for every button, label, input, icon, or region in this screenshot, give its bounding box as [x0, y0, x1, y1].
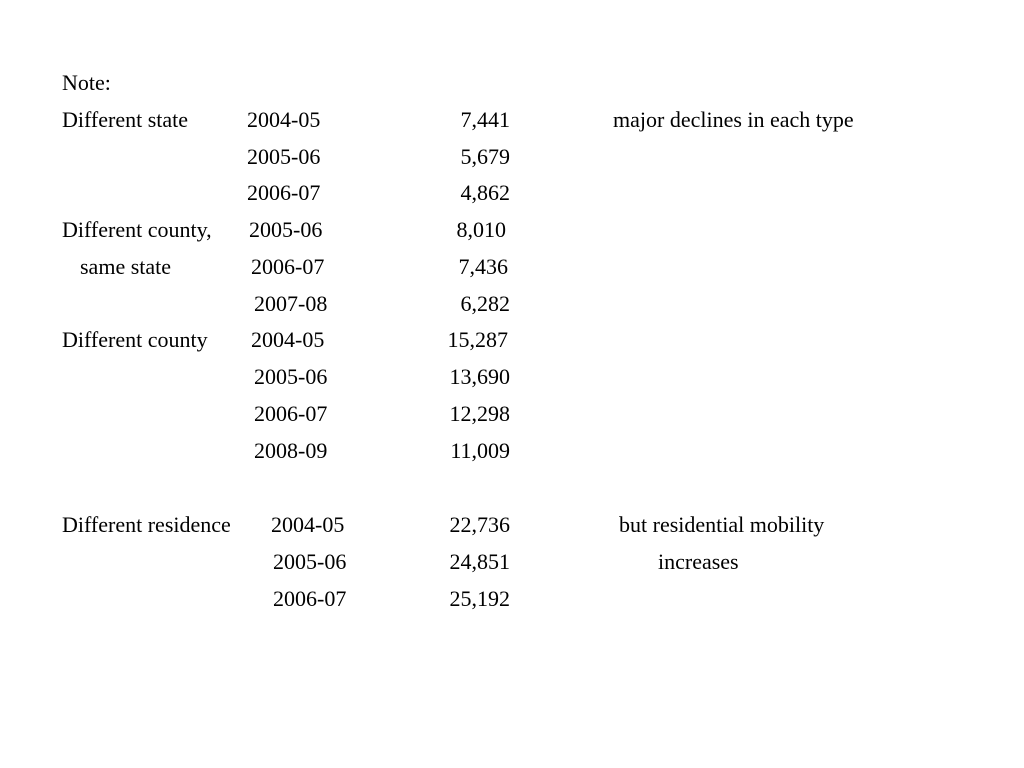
value-cell: 15,287 — [447, 327, 508, 352]
value-cell: 6,282 — [460, 291, 510, 316]
year-cell: 2008-09 — [254, 438, 328, 463]
comment-text-continued: increases — [658, 549, 739, 574]
year-cell: 2004-05 — [271, 512, 345, 537]
value-cell: 5,679 — [460, 144, 510, 169]
comment-text: but residential mobility — [619, 512, 825, 537]
group-label: Different county — [62, 327, 208, 352]
year-cell: 2005-06 — [249, 217, 323, 242]
value-cell: 24,851 — [449, 549, 510, 574]
value-cell: 11,009 — [450, 438, 510, 463]
value-cell: 22,736 — [449, 512, 510, 537]
year-cell: 2005-06 — [254, 364, 328, 389]
value-cell: 13,690 — [449, 364, 510, 389]
year-cell: 2005-06 — [273, 549, 347, 574]
year-cell: 2006-07 — [247, 180, 321, 205]
year-cell: 2007-08 — [254, 291, 328, 316]
value-cell: 8,010 — [456, 217, 506, 242]
year-cell: 2006-07 — [251, 254, 325, 279]
note-heading: Note: — [62, 70, 111, 95]
value-cell: 12,298 — [449, 401, 510, 426]
value-cell: 7,436 — [458, 254, 508, 279]
value-cell: 4,862 — [460, 180, 510, 205]
year-cell: 2004-05 — [247, 107, 321, 132]
value-cell: 25,192 — [449, 586, 510, 611]
group-label-continued: same state — [80, 254, 172, 279]
year-cell: 2006-07 — [254, 401, 328, 426]
year-cell: 2006-07 — [273, 586, 347, 611]
year-cell: 2005-06 — [247, 144, 321, 169]
group-label: Different residence — [62, 512, 231, 537]
group-label: Different state — [62, 107, 189, 132]
group-label: Different county, — [62, 217, 212, 242]
value-cell: 7,441 — [460, 107, 510, 132]
year-cell: 2004-05 — [251, 327, 325, 352]
comment-text: major declines in each type — [613, 107, 854, 132]
